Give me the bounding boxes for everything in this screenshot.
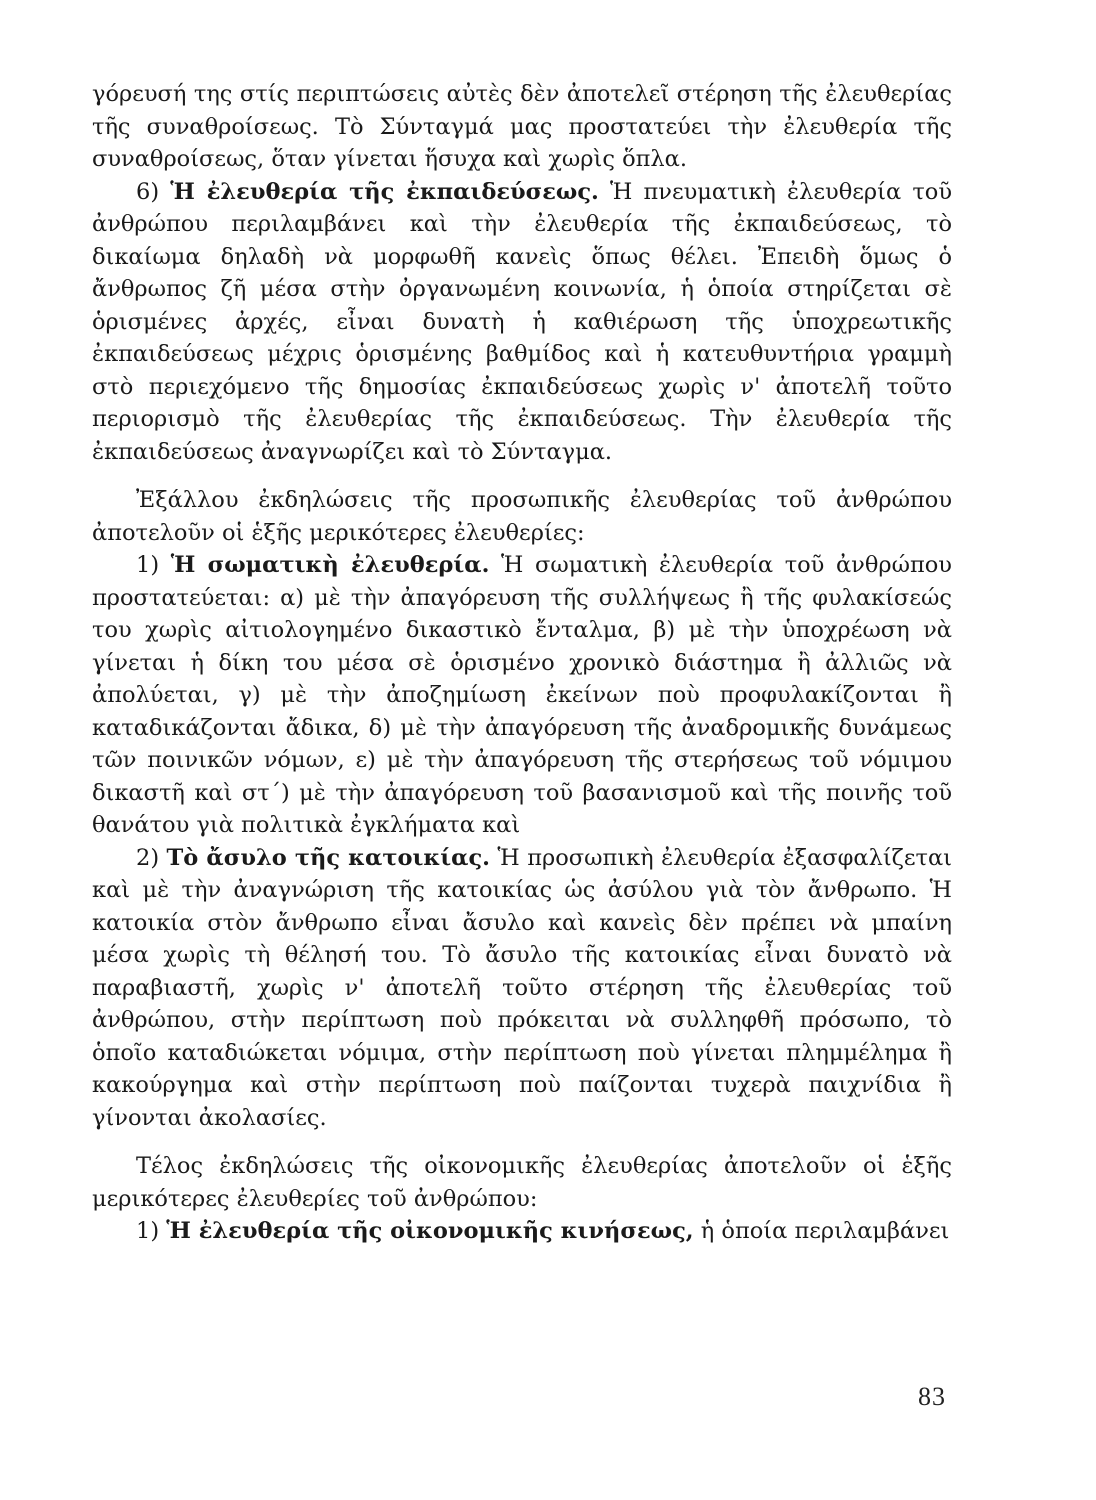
paragraph-economic-movement [92, 1215, 952, 1248]
paragraph-text: Ἐξάλλου ἐκδηλώσεις τῆς προσωπικῆς ἐλευθερίας τοῦ ἀνθρώπου ἀποτελοῦν οἱ ἑξῆς μερικότερες ἐλευθερίες: [92, 487, 952, 546]
list-number: 2) [136, 844, 167, 871]
paragraph-text: Ἡ πνευματικὴ ἐλευθερία τοῦ ἀνθρώπου περιλαμβάνει καὶ τὴν ἐλευθερία τῆς ἐκπαιδεύσεως, τὸ δικαίωμα δηλαδὴ νὰ μορφωθῆ κανεὶς ὅπως θέλει. Ἐπειδὴ ὅμως ὁ ἄνθρωπος ζῆ μέσα στὴν ὀργανωμένη κοινωνία, ἡ ὁποία στηρίζεται σὲ ὁρισμένες ἀρχές, εἶναι δυνατὴ ἡ καθιέρωση τῆς ὑποχρεωτικῆς ἐκπαιδεύσεως μέχρις ὁρισμένης βαθμίδος καὶ ἡ κατευθυντήρια γραμμὴ στὸ περιεχόμενο τῆς δημοσίας ἐκπαιδεύσεως χωρὶς ν' ἀποτελῆ τοῦτο περιορισμὸ τῆς ἐλευθερίας τῆς ἐκπαιδεύσεως. Τὴν ἐλευθερία τῆς ἐκπαιδεύσεως ἀναγνωρίζει καὶ τὸ Σύνταγμα. [92, 178, 952, 465]
paragraph-text: γόρευσή της στίς περιπτώσεις αὐτὲς δὲν ἀποτελεῖ στέρηση τῆς ἐλευθερίας τῆς συναθροίσεως. Τὸ Σύνταγμά μας προστατεύει τὴν ἐλευθερία τῆς συναθροίσεως, ὅταν γίνεται ἥσυχα καὶ χωρὶς ὅπλα. [92, 81, 952, 172]
section-heading: Ἡ ἐλευθερία τῆς οἰκονομικῆς κινήσεως, [166, 1218, 694, 1244]
list-number: 6) [136, 178, 171, 205]
paragraph-freedom-of-education [92, 176, 952, 469]
paragraph-text: ἡ ὁποία περιλαμβάνει [693, 1218, 950, 1244]
section-heading: Τὸ ἄσυλο τῆς κατοικίας. [166, 844, 490, 871]
paragraph-assembly-continuation [92, 78, 952, 176]
paragraph-economic-freedom-intro [92, 1150, 952, 1215]
list-number: 1) [136, 1218, 167, 1244]
section-heading: Ἡ σωματικὴ ἐλευθερία. [170, 552, 490, 578]
paragraph-personal-freedom-intro [92, 484, 952, 549]
page-number: 83 [918, 1382, 946, 1411]
paragraph-home-asylum [92, 842, 952, 1135]
list-number: 1) [136, 552, 171, 578]
paragraph-bodily-freedom [92, 549, 952, 842]
page-body [92, 78, 952, 1248]
section-heading: Ἡ ἐλευθερία τῆς ἐκπαιδεύσεως. [170, 178, 599, 205]
paragraph-text: Ἡ σωματικὴ ἐλευθερία τοῦ ἀνθρώπου προστατεύεται: α) μὲ τὴν ἀπαγόρευση τῆς συλλήψεως ἢ τῆς φυλακίσεώς του χωρὶς αἰτιολογημένο δικαστικὸ ἔνταλμα, β) μὲ τὴν ὑποχρέωση νὰ γίνεται ἡ δίκη του μέσα σὲ ὁρισμένο χρονικὸ διάστημα ἢ ἀλλιῶς νὰ ἀπολύεται, γ) μὲ τὴν ἀποζημίωση ἐκείνων ποὺ προφυλακίζονται ἢ καταδικάζονται ἄδικα, δ) μὲ τὴν ἀπαγόρευση τῆς ἀναδρομικῆς δυνάμεως τῶν ποινικῶν νόμων, ε) μὲ τὴν ἀπαγόρευση τῆς στερήσεως τοῦ νόμιμου δικαστῆ καὶ στ΄) μὲ τὴν ἀπαγόρευση τοῦ βασανισμοῦ καὶ τῆς ποινῆς τοῦ θανάτου γιὰ πολιτικὰ ἐγκλήματα καὶ [92, 552, 952, 838]
paragraph-text: Τέλος ἐκδηλώσεις τῆς οἰκονομικῆς ἐλευθερίας ἀποτελοῦν οἱ ἑξῆς μερικότερες ἐλευθερίες τοῦ ἀνθρώπου: [92, 1153, 952, 1212]
paragraph-text: Ἡ προσωπικὴ ἐλευθερία ἐξασφαλίζεται καὶ μὲ τὴν ἀναγνώριση τῆς κατοικίας ὡς ἀσύλου γιὰ τὸν ἄνθρωπο. Ἡ κατοικία στὸν ἄνθρωπο εἶναι ἄσυλο καὶ κανεὶς δὲν πρέπει νὰ μπαίνη μέσα χωρὶς τὴ θέλησή του. Τὸ ἄσυλο τῆς κατοικίας εἶναι δυνατὸ νὰ παραβιαστῆ, χωρὶς ν' ἀποτελῆ τοῦτο στέρηση τῆς ἐλευθερίας τοῦ ἀνθρώπου, στὴν περίπτωση ποὺ πρόκειται νὰ συλληφθῆ πρόσωπο, τὸ ὁποῖο καταδιώκεται νόμιμα, στὴν περίπτωση ποὺ γίνεται πλημμέλημα ἢ κακούργημα καὶ στὴν περίπτωση ποὺ παίζονται τυχερὰ παιχνίδια ἢ γίνονται ἀκολασίες. [92, 844, 952, 1131]
